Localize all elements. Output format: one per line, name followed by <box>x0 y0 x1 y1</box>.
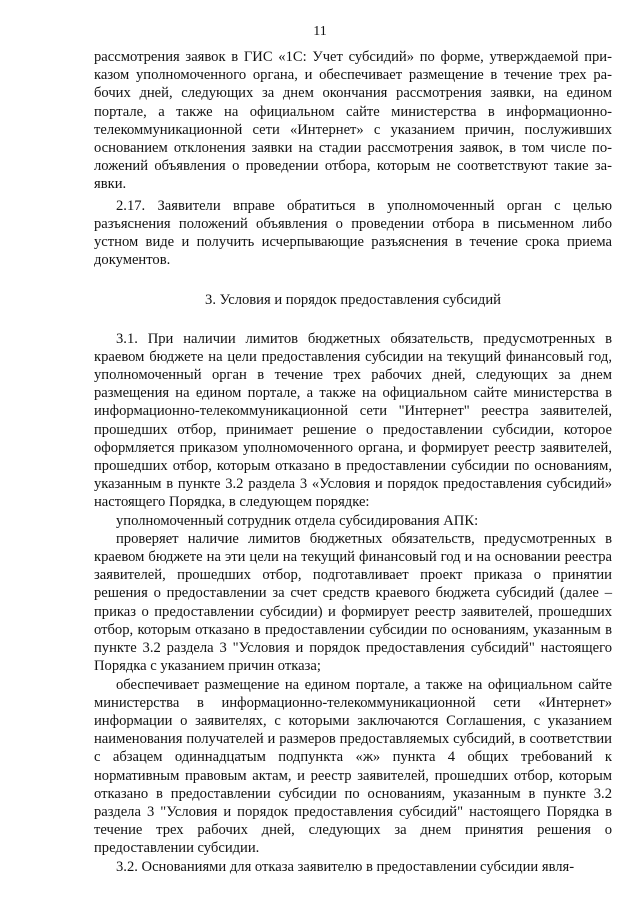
paragraph-ensures-publication: обеспечивает размещение на едином портале, а также на официальном сайте министерства в информационно-телекоммуникационной сети «Интернет» информации о заявителях, с которыми заключаются Соглашения, с указанием наименования получателей и размеров предоставляемых субсидий, в соответствии с абзацем одиннадцатым подпункта «ж» пункта 4 общих требований к нормативным правовым актам, и реестр заявителей, прошедших отбор, которым отказано в предоставлении субсидии по основаниям, указанным в пункте 3.2 раздела 3 "Условия и порядок предоставления субсидий" настоящего Порядка в течение трех рабочих дней, следующих за днем принятия решения о предоставлении субсидии. <box>94 676 612 857</box>
document-body <box>94 48 612 876</box>
paragraph-checks-limits: проверяет наличие лимитов бюджетных обязательств, предусмотренных в краевом бюджете на эти цели на текущий финансовый год и на основании реестра заявителей, прошедших отбор, подготавливает проект приказа о принятии решения о предоставлении за счет средств краевого бюджета субсидий (далее – приказ о предоставлении субсидии) и формирует реестр заявителей, прошедших отбор, которым отказано в предоставлении субсидии по основаниям, указанным в пункте 3.2 раздела 3 "Условия и порядок предоставления субсидий" настоящего Порядка с указанием причин отказа; <box>94 530 612 675</box>
paragraph-2-17: 2.17. Заявители вправе обратиться в уполномоченный орган с целью разъяснения положений объявления о проведении отбора в письменном либо устном виде и получить исчерпывающие разъяснения в течение срока приема документов. <box>94 197 612 269</box>
paragraph-3-1: 3.1. При наличии лимитов бюджетных обязательств, предусмотренных в краевом бюджете на цели предоставления субсидии на текущий финансовый год, уполномоченный орган в течение трех рабочих дней, следующих за днем размещения на едином портале, а также на официальном сайте министерства в информационно-телекоммуникационной сети "Интернет" реестра заявителей, прошедших отбор, принимает решение о предоставлении субсидии, которое оформляется приказом уполномоченного органа, и формирует реестр заявителей, прошедших отбор, которым отказано в предоставлении субсидии по основаниям, указанным в пункте 3.2 раздела 3 «Условия и порядок предоставления субсидий» настоящего Порядка, в следующем порядке: <box>94 330 612 511</box>
paragraph-3-2: 3.2. Основаниями для отказа заявителю в предоставлении субсидии явля- <box>116 858 575 875</box>
section-heading: 3. Условия и порядок предоставления субсидий <box>205 292 501 309</box>
page-number: 11 <box>313 24 327 39</box>
paragraph-continuation: рассмотрения заявок в ГИС «1С: Учет субсидий» по форме, утверждаемой приказом уполномоченного органа, и обеспечивает размещение в течение трех рабочих дней, следующих за днем окончания рассмотрения заявки, на едином портале, а также на официальном сайте министерства в информационно-телекоммуникационной сети «Интернет» с указанием причин, послуживших основанием отклонения заявки на стадии рассмотрения заявок, в том числе положений объявления о проведении отбора, которым не соответствуют такие заявки. <box>94 49 612 193</box>
paragraph-apk-officer: уполномоченный сотрудник отдела субсидирования АПК: <box>116 512 479 529</box>
